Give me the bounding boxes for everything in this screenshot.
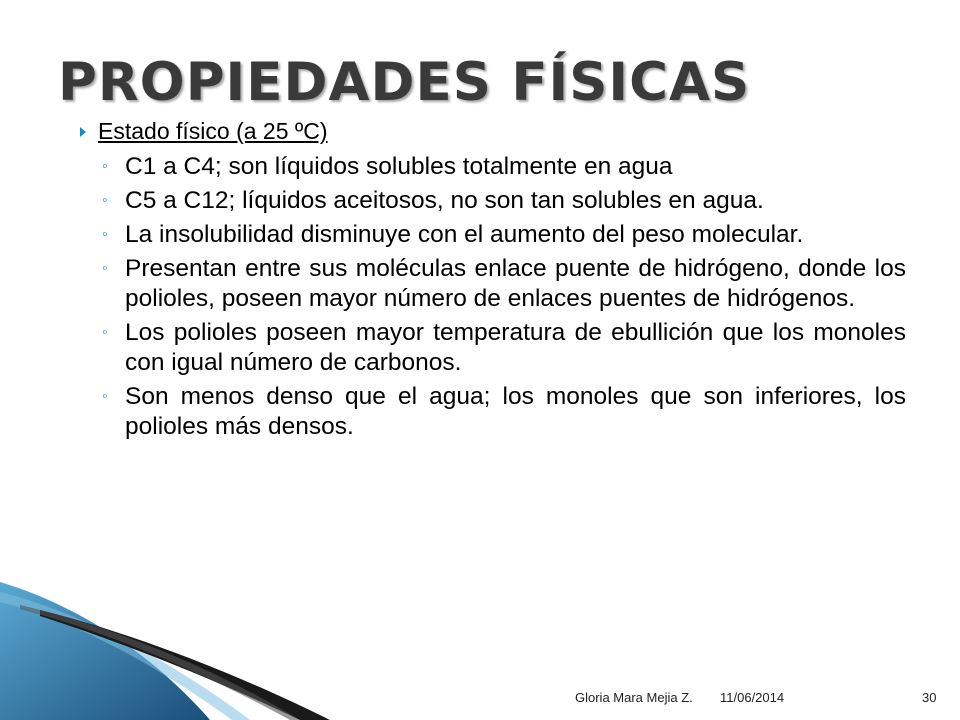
sub-bullet-list — [100, 152, 906, 446]
circle-bullet-icon: ◦ — [102, 158, 108, 175]
list-item-text: Presentan entre sus moléculas enlace puente de hidrógeno, donde los polioles, poseen mayor número de enlaces puentes de hidrógenos. — [125, 255, 906, 312]
list-item-text: C5 a C12; líquidos aceitosos, no son tan solubles en agua. — [125, 187, 764, 214]
list-item-text: La insolubilidad disminuye con el aumento del peso molecular. — [125, 221, 804, 248]
circle-bullet-icon: ◦ — [102, 260, 108, 277]
circle-bullet-icon: ◦ — [102, 388, 108, 405]
arrow-bullet-icon — [80, 127, 86, 137]
circle-bullet-icon: ◦ — [102, 226, 108, 243]
list-item-text: Son menos denso que el agua; los monoles que son inferiores, los polioles más densos. — [125, 383, 906, 440]
footer-author: Gloria Mara Mejia Z. — [575, 690, 693, 705]
list-item — [100, 152, 906, 182]
slide-title: PROPIEDADES FÍSICAS — [58, 52, 751, 113]
footer-page-number: 30 — [922, 690, 937, 705]
list-item-text: C1 a C4; son líquidos solubles totalmente en agua — [125, 153, 673, 180]
heading-text: Estado físico (a 25 ºC) — [98, 118, 328, 144]
circle-bullet-icon: ◦ — [102, 324, 108, 341]
list-item — [100, 382, 906, 442]
footer-date: 11/06/2014 — [720, 690, 785, 705]
list-item-text: Los polioles poseen mayor temperatura de ebullición que los monoles con igual número de carbonos. — [125, 319, 906, 376]
list-item — [100, 186, 906, 216]
list-item — [100, 254, 906, 314]
list-item — [100, 318, 906, 378]
list-item — [100, 220, 906, 250]
circle-bullet-icon: ◦ — [102, 192, 108, 209]
